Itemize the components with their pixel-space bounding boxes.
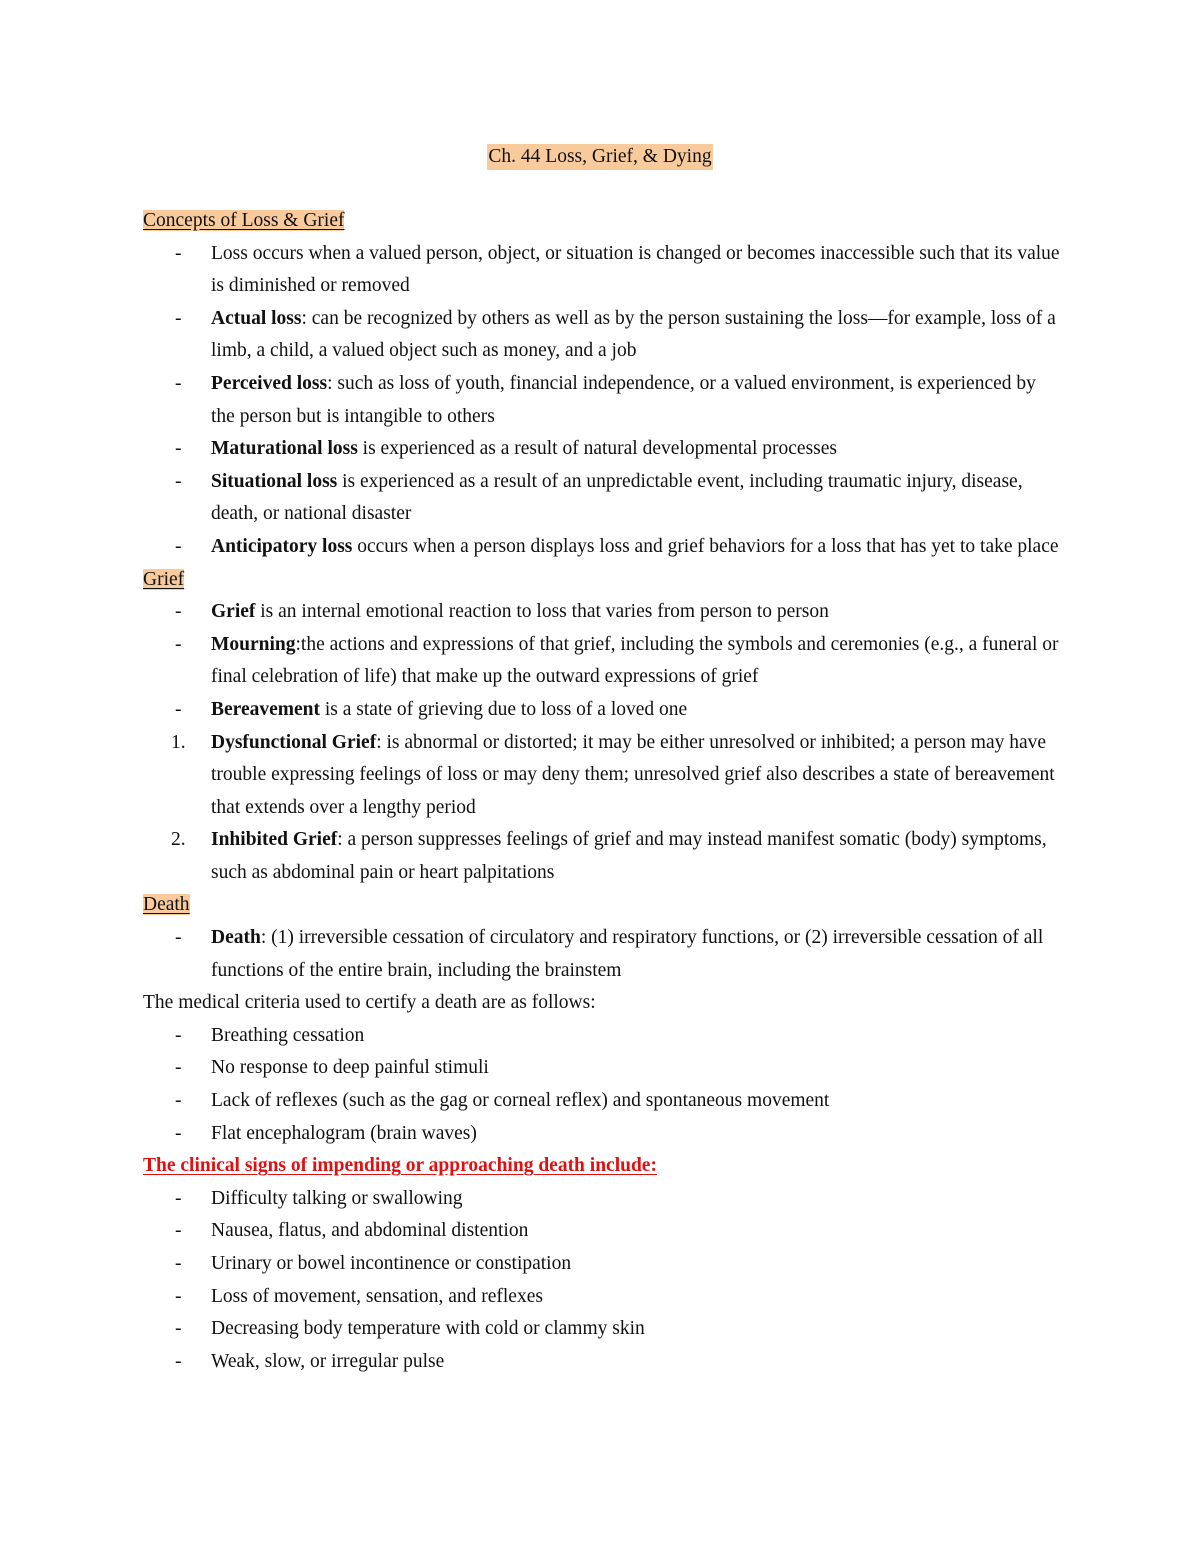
list-item: - Maturational loss is experienced as a result of natural developmental processes <box>175 438 837 460</box>
list-item: - Nausea, flatus, and abdominal distention <box>175 1220 529 1242</box>
list-item: - Death: (1) irreversible cessation of circulatory and respiratory functions, or (2) irreversible cessation of all functions of the entire brain, including the brainstem <box>175 927 1044 981</box>
list-item: - Bereavement is a state of grieving due to loss of a loved one <box>175 698 688 720</box>
section-heading-death: Death <box>143 894 190 916</box>
document-title: Ch. 44 Loss, Grief, & Dying <box>487 144 712 170</box>
list-item: - Loss occurs when a valued person, object, or situation is changed or becomes inaccessible such that its value is diminished or removed <box>175 242 1060 297</box>
list-item: - Mourning:the actions and expressions of that grief, including the symbols and ceremonies (e.g., a funeral or final celebration of life) that make up the outward expressions of grief <box>175 633 1059 688</box>
list-item: - Actual loss: can be recognized by others as well as by the person sustaining the loss—for example, loss of a limb, a child, a valued object such as money, and a job <box>175 307 1056 362</box>
list-item: - Breathing cessation <box>175 1024 365 1046</box>
list-item: - Perceived loss: such as loss of youth, financial independence, or a valued environment, is experienced by the person but is intangible to others <box>175 372 1036 427</box>
numbered-item: 1. Dysfunctional Grief: is abnormal or distorted; it may be either unresolved or inhibited; a person may have trouble expressing feelings of loss or may deny them; unresolved grief also describes a state of bereavement that extends over a lengthy period <box>171 731 1055 818</box>
numbered-item: 2. Inhibited Grief: a person suppresses feelings of grief and may instead manifest somatic (body) symptoms, such as abdominal pain or heart palpitations <box>171 829 1047 883</box>
list-item: - Flat encephalogram (brain waves) <box>175 1122 477 1144</box>
list-item: - Loss of movement, sensation, and reflexes <box>175 1285 543 1307</box>
list-item: - Situational loss is experienced as a result of an unpredictable event, including traumatic injury, disease, death, or national disaster <box>175 470 1023 525</box>
list-item: - Lack of reflexes (such as the gag or corneal reflex) and spontaneous movement <box>175 1090 830 1112</box>
list-item: - Weak, slow, or irregular pulse <box>175 1350 445 1372</box>
list-item: - Anticipatory loss occurs when a person displays loss and grief behaviors for a loss that has yet to take place <box>175 535 1059 557</box>
document-body <box>143 205 1063 1378</box>
list-item: - Urinary or bowel incontinence or constipation <box>175 1253 572 1274</box>
section-heading-concepts: Concepts of Loss & Grief <box>143 210 345 231</box>
section-heading-grief: Grief <box>143 568 185 590</box>
list-item: - Decreasing body temperature with cold or clammy skin <box>175 1318 645 1340</box>
list-item: - Grief is an internal emotional reaction to loss that varies from person to person <box>175 601 829 623</box>
criteria-intro: The medical criteria used to certify a death are as follows: <box>143 992 596 1014</box>
list-item: - No response to deep painful stimuli <box>175 1057 489 1079</box>
list-item: - Difficulty talking or swallowing <box>175 1187 463 1209</box>
section-heading-clinical-signs: The clinical signs of impending or approaching death include: <box>143 1155 657 1177</box>
